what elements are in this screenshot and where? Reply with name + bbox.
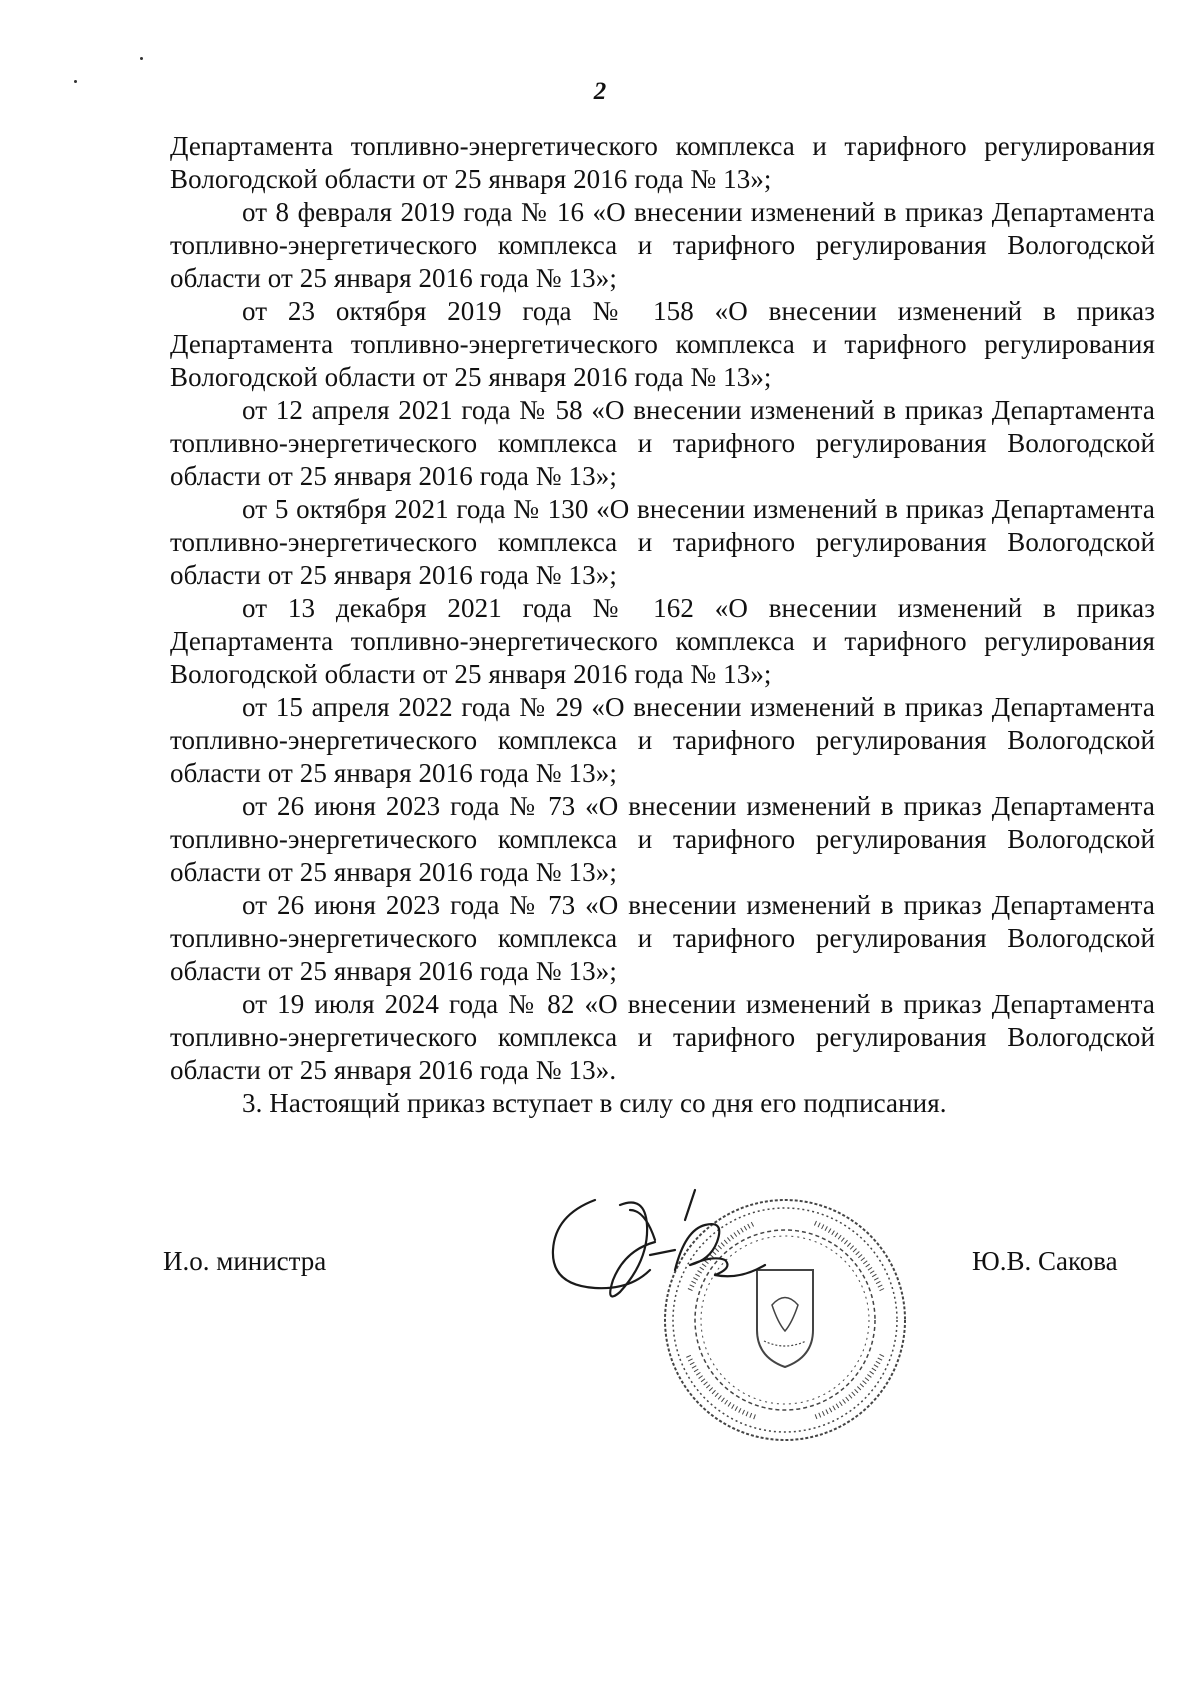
amendment-paragraph: от 26 июня 2023 года № 73 «О внесении изменений в приказ Департамента топливно-энергетического комплекса и тарифного регулирования Вологодской области от 25 января 2016 года № 13»; <box>170 890 1155 986</box>
amendment-paragraph: от 15 апреля 2022 года № 29 «О внесении изменений в приказ Департамента топливно-энергетического комплекса и тарифного регулирования Вологодской области от 25 января 2016 года № 13»; <box>170 692 1155 788</box>
page-number: 2 <box>593 78 607 105</box>
document-body <box>170 130 1155 1120</box>
amendment-paragraph: от 12 апреля 2021 года № 58 «О внесении изменений в приказ Департамента топливно-энергетического комплекса и тарифного регулирования Вологодской области от 25 января 2016 года № 13»; <box>170 395 1155 491</box>
amendment-paragraph: от 5 октября 2021 года № 130 «О внесении изменений в приказ Департамента топливно-энергетического комплекса и тарифного регулирования Вологодской области от 25 января 2016 года № 13»; <box>170 494 1155 590</box>
amendment-paragraph: от 19 июля 2024 года № 82 «О внесении изменений в приказ Департамента топливно-энергетического комплекса и тарифного регулирования Вологодской области от 25 января 2016 года № 13». <box>170 989 1155 1085</box>
amendment-paragraph: от 8 февраля 2019 года № 16 «О внесении изменений в приказ Департамента топливно-энергетического комплекса и тарифного регулирования Вологодской области от 25 января 2016 года № 13»; <box>170 197 1155 293</box>
handwritten-signature <box>525 1180 785 1320</box>
scan-speck <box>140 57 143 60</box>
position-title: И.о. министра <box>163 1246 327 1276</box>
closing-clause: 3. Настоящий приказ вступает в силу со дня его подписания. <box>242 1088 947 1118</box>
signer-name: Ю.В. Сакова <box>972 1246 1118 1276</box>
amendment-paragraph: от 23 октября 2019 года № 158 «О внесении изменений в приказ Департамента топливно-энергетического комплекса и тарифного регулирования Вологодской области от 25 января 2016 года № 13»; <box>170 296 1155 392</box>
signature-block <box>0 1195 1200 1495</box>
amendment-paragraph: от 13 декабря 2021 года № 162 «О внесении изменений в приказ Департамента топливно-энергетического комплекса и тарифного регулирования Вологодской области от 25 января 2016 года № 13»; <box>170 593 1155 689</box>
amendment-paragraph: от 26 июня 2023 года № 73 «О внесении изменений в приказ Департамента топливно-энергетического комплекса и тарифного регулирования Вологодской области от 25 января 2016 года № 13»; <box>170 791 1155 887</box>
amendment-paragraph: Департамента топливно-энергетического комплекса и тарифного регулирования Вологодской области от 25 января 2016 года № 13»; <box>170 131 1155 194</box>
